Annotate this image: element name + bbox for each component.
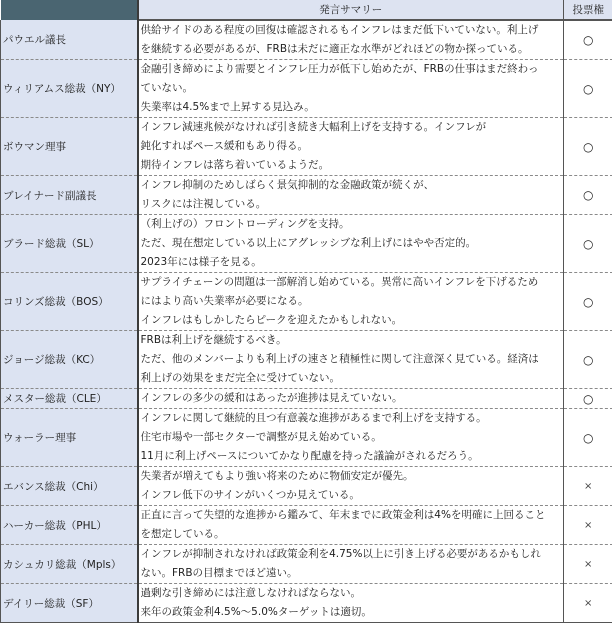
table-row [1, 176, 612, 215]
table-row [1, 389, 612, 409]
speaker-name: カシュカリ総裁（Mpls） [1, 545, 138, 584]
summary-line: にはより高い失業率が必要になる。 [141, 292, 562, 311]
remark-summary [138, 545, 564, 584]
remark-summary [138, 118, 564, 176]
vote-mark: ○ [564, 20, 612, 60]
remark-summary [138, 273, 564, 331]
summary-line: 利上げの効果をまだ完全に受けていない。 [141, 369, 562, 388]
summary-line: 失業率は4.5%まで上昇する見込み。 [141, 98, 562, 117]
table-body [1, 20, 612, 623]
summary-line: 失業者が増えてもより強い将来のために物価安定が優先。 [141, 467, 562, 486]
table-row [1, 545, 612, 584]
table-row [1, 331, 612, 389]
speaker-name: ウォーラー理事 [1, 409, 138, 467]
table-row [1, 60, 612, 118]
speaker-name: ブレイナード副議長 [1, 176, 138, 215]
summary-line: 2023年には様子を見る。 [141, 253, 562, 272]
vote-mark: ○ [564, 118, 612, 176]
summary-line: インフレの多少の緩和はあったが進捗は見えていない。 [141, 389, 562, 408]
summary-line: を想定している。 [141, 525, 562, 544]
vote-mark: ○ [564, 176, 612, 215]
speaker-name: デイリー総裁（SF） [1, 584, 138, 623]
table-row [1, 584, 612, 623]
summary-line: インフレが抑制されなければ政策金利を4.75%以上に引き上げる必要があるかもしれ [141, 545, 562, 564]
summary-line: 来年の政策金利4.5%～5.0%ターゲットは適切。 [141, 603, 562, 622]
remark-summary [138, 467, 564, 506]
remark-summary [138, 20, 564, 60]
summary-line: 供給サイドのある程度の回復は確認されるもインフレはまだ低下いていない。利上げ [141, 21, 562, 40]
table-row [1, 467, 612, 506]
summary-line: 住宅市場や一部セクターで調整が見え始めている。 [141, 428, 562, 447]
summary-line: 11月に利上げペースについてかなり配慮を持った議論がされるだろう。 [141, 447, 562, 466]
speaker-name: ウィリアムス総裁（NY） [1, 60, 138, 118]
vote-mark: ○ [564, 409, 612, 467]
summary-line: ていない。 [141, 79, 562, 98]
summary-line: サプライチェーンの問題は一部解消し始めている。異常に高いインフレを下げるため [141, 273, 562, 292]
no-vote-mark: × [564, 506, 612, 545]
summary-line: （利上げの）フロントローディングを支持。 [141, 215, 562, 234]
summary-line: 正直に言って失望的な進捗から鑑みて、年末までに政策金利は4%を明確に上回ること [141, 506, 562, 525]
remark-summary [138, 389, 564, 409]
summary-line: リスクには注視している。 [141, 195, 562, 214]
speaker-name: ブラード総裁（SL） [1, 215, 138, 273]
summary-line: 期待インフレは落ち着いているようだ。 [141, 156, 562, 175]
summary-line: インフレ減速兆候がなければ引き続き大幅利上げを支持する。インフレが [141, 118, 562, 137]
vote-mark: ○ [564, 273, 612, 331]
speaker-name: コリンズ総裁（BOS） [1, 273, 138, 331]
header-row [1, 0, 612, 20]
summary-line: 過剰な引き締めには注意しなければならない。 [141, 584, 562, 603]
speaker-name: ジョージ総裁（KC） [1, 331, 138, 389]
vote-mark: ○ [564, 331, 612, 389]
table-row [1, 20, 612, 60]
vote-mark: ○ [564, 215, 612, 273]
summary-line: を継続する必要があるが、FRBは未だに適正な水準がどれほどの物か探っている。 [141, 40, 562, 59]
summary-line: ただ、現在想定している以上にアグレッシブな利上げにはやや否定的。 [141, 234, 562, 253]
table-row [1, 506, 612, 545]
table-row [1, 118, 612, 176]
table-row [1, 273, 612, 331]
vote-mark: ○ [564, 60, 612, 118]
header-vote-cell: 投票権 [564, 0, 612, 20]
summary-line: 鈍化すればペース緩和もあり得る。 [141, 137, 562, 156]
vote-mark: ○ [564, 389, 612, 409]
table-row [1, 215, 612, 273]
speaker-name: ハーカー総裁（PHL） [1, 506, 138, 545]
summary-line: インフレに関して継続的且つ有意義な進捗があるまで利上げを支持する。 [141, 409, 562, 428]
header-summary-cell: 発言サマリー [138, 0, 564, 20]
summary-line: FRBは利上げを継続するべき。 [141, 331, 562, 350]
remark-summary [138, 60, 564, 118]
summary-line: 金融引き締めにより需要とインフレ圧力が低下し始めたが、FRBの仕事はまだ終わっ [141, 60, 562, 79]
remark-summary [138, 409, 564, 467]
no-vote-mark: × [564, 584, 612, 623]
speaker-name: エバンス総裁（Chi） [1, 467, 138, 506]
summary-line: インフレはもしかしたらピークを迎えたかもしれない。 [141, 311, 562, 330]
speaker-name: ボウマン理事 [1, 118, 138, 176]
summary-line: インフレ低下のサインがいくつか見えている。 [141, 486, 562, 505]
remark-summary [138, 506, 564, 545]
summary-line: ない。FRBの目標までほど遠い。 [141, 564, 562, 583]
table-row [1, 409, 612, 467]
remark-summary [138, 176, 564, 215]
remark-summary [138, 215, 564, 273]
header-name-cell [1, 0, 138, 20]
summary-line: ただ、他のメンバーよりも利上げの速さと積極性に関して注意深く見ている。経済は [141, 350, 562, 369]
remark-summary [138, 331, 564, 389]
no-vote-mark: × [564, 545, 612, 584]
speaker-name: メスター総裁（CLE） [1, 389, 138, 409]
remark-summary [138, 584, 564, 623]
summary-line: インフレ抑制のためしばらく景気抑制的な金融政策が続くが、 [141, 176, 562, 195]
no-vote-mark: × [564, 467, 612, 506]
speaker-name: パウエル議長 [1, 20, 138, 60]
